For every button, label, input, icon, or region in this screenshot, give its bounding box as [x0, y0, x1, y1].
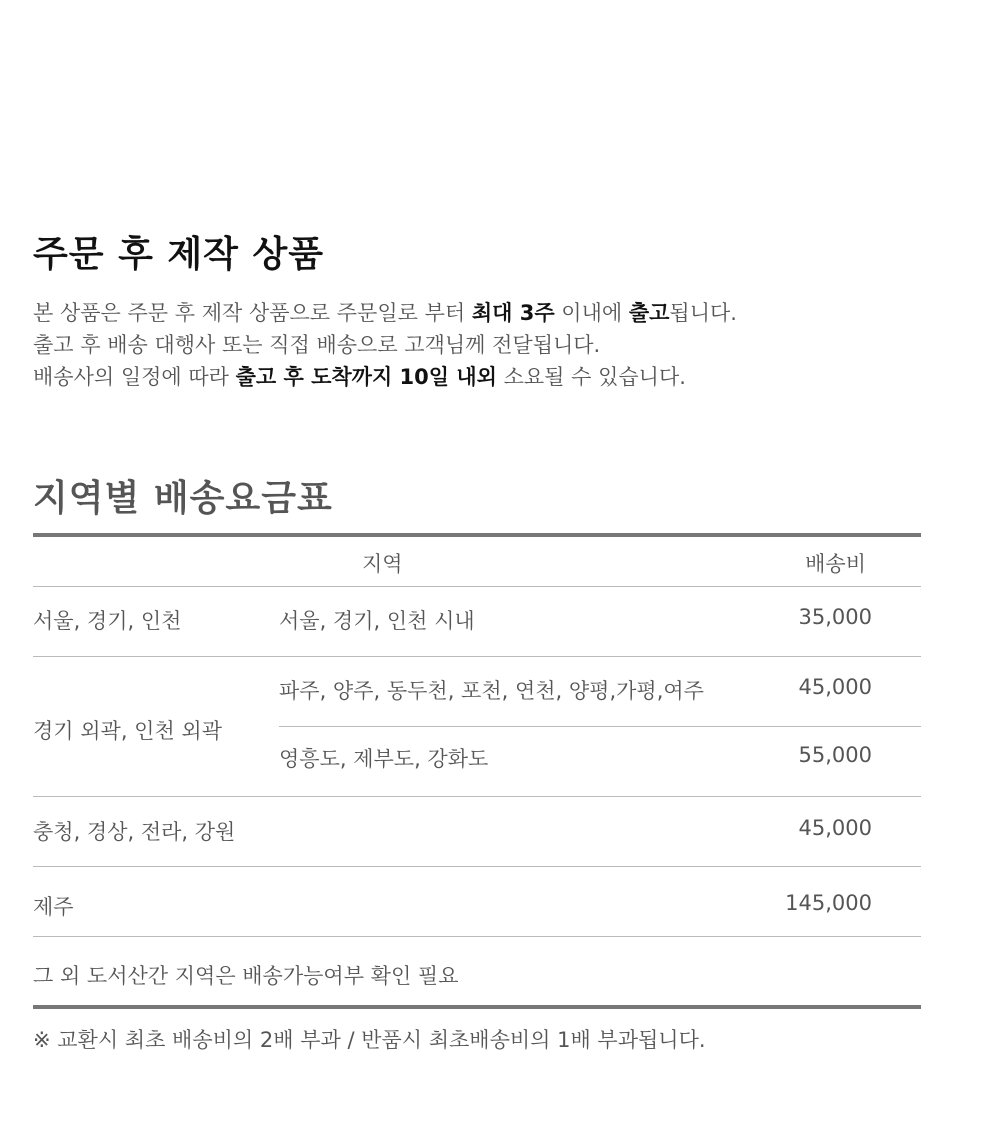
- region-cell: 그 외 도서산간 지역은 배송가능여부 확인 필요: [33, 964, 459, 988]
- emphasis-text: 출고 후 도착까지 10일 내외: [235, 365, 497, 389]
- intro-line: [33, 361, 737, 393]
- shipping-fee-table: [33, 533, 921, 1009]
- table-row: [33, 587, 921, 657]
- emphasis-text: 최대 3주: [471, 301, 555, 325]
- fee-cell: 145,000: [785, 891, 872, 915]
- intro-line: [33, 297, 737, 329]
- region-cell: 제주: [33, 895, 74, 919]
- fee-cell: 45,000: [798, 816, 872, 840]
- table-subrow: [279, 657, 921, 727]
- subregion-cell: 서울, 경기, 인천 시내: [279, 609, 475, 633]
- intro-line: 출고 후 배송 대행사 또는 직접 배송으로 고객님께 전달됩니다.: [33, 333, 601, 357]
- subregion-cell: 파주, 양주, 동두천, 포천, 연천, 양평,가평,여주: [279, 679, 704, 703]
- intro-text-span: 됩니다.: [669, 301, 737, 325]
- column-header-fee: 배송비: [805, 552, 866, 576]
- fee-cell: 35,000: [798, 605, 872, 629]
- region-cell: 충청, 경상, 전라, 강원: [33, 820, 236, 844]
- region-cell: 서울, 경기, 인천: [33, 609, 182, 633]
- intro-text-span: 소요될 수 있습니다.: [496, 365, 686, 389]
- intro-text-span: 이내에: [554, 301, 629, 325]
- footnote: ※ 교환시 최초 배송비의 2배 부과 / 반품시 최초배송비의 1배 부과됩니다.: [33, 1028, 706, 1052]
- page-title: 주문 후 제작 상품: [33, 234, 325, 275]
- table-row: [33, 867, 921, 937]
- fee-table-title: 지역별 배송요금표: [33, 478, 333, 519]
- intro-text-span: 배송사의 일정에 따라: [33, 365, 236, 389]
- subregion-cell: 영흥도, 제부도, 강화도: [279, 747, 489, 771]
- emphasis-text: 출고: [628, 301, 670, 325]
- intro-text-span: 본 상품은 주문 후 제작 상품으로 주문일로 부터: [33, 301, 472, 325]
- fee-cell: 55,000: [798, 743, 872, 767]
- table-header-row: [33, 537, 921, 587]
- table-row-group: [33, 657, 921, 797]
- table-row: [33, 797, 921, 867]
- table-subrow: [279, 727, 921, 796]
- table-row: [33, 937, 921, 1005]
- fee-cell: 45,000: [798, 675, 872, 699]
- region-cell: 경기 외곽, 인천 외곽: [33, 719, 222, 743]
- intro-text: [33, 297, 737, 393]
- column-header-region: 지역: [362, 552, 403, 576]
